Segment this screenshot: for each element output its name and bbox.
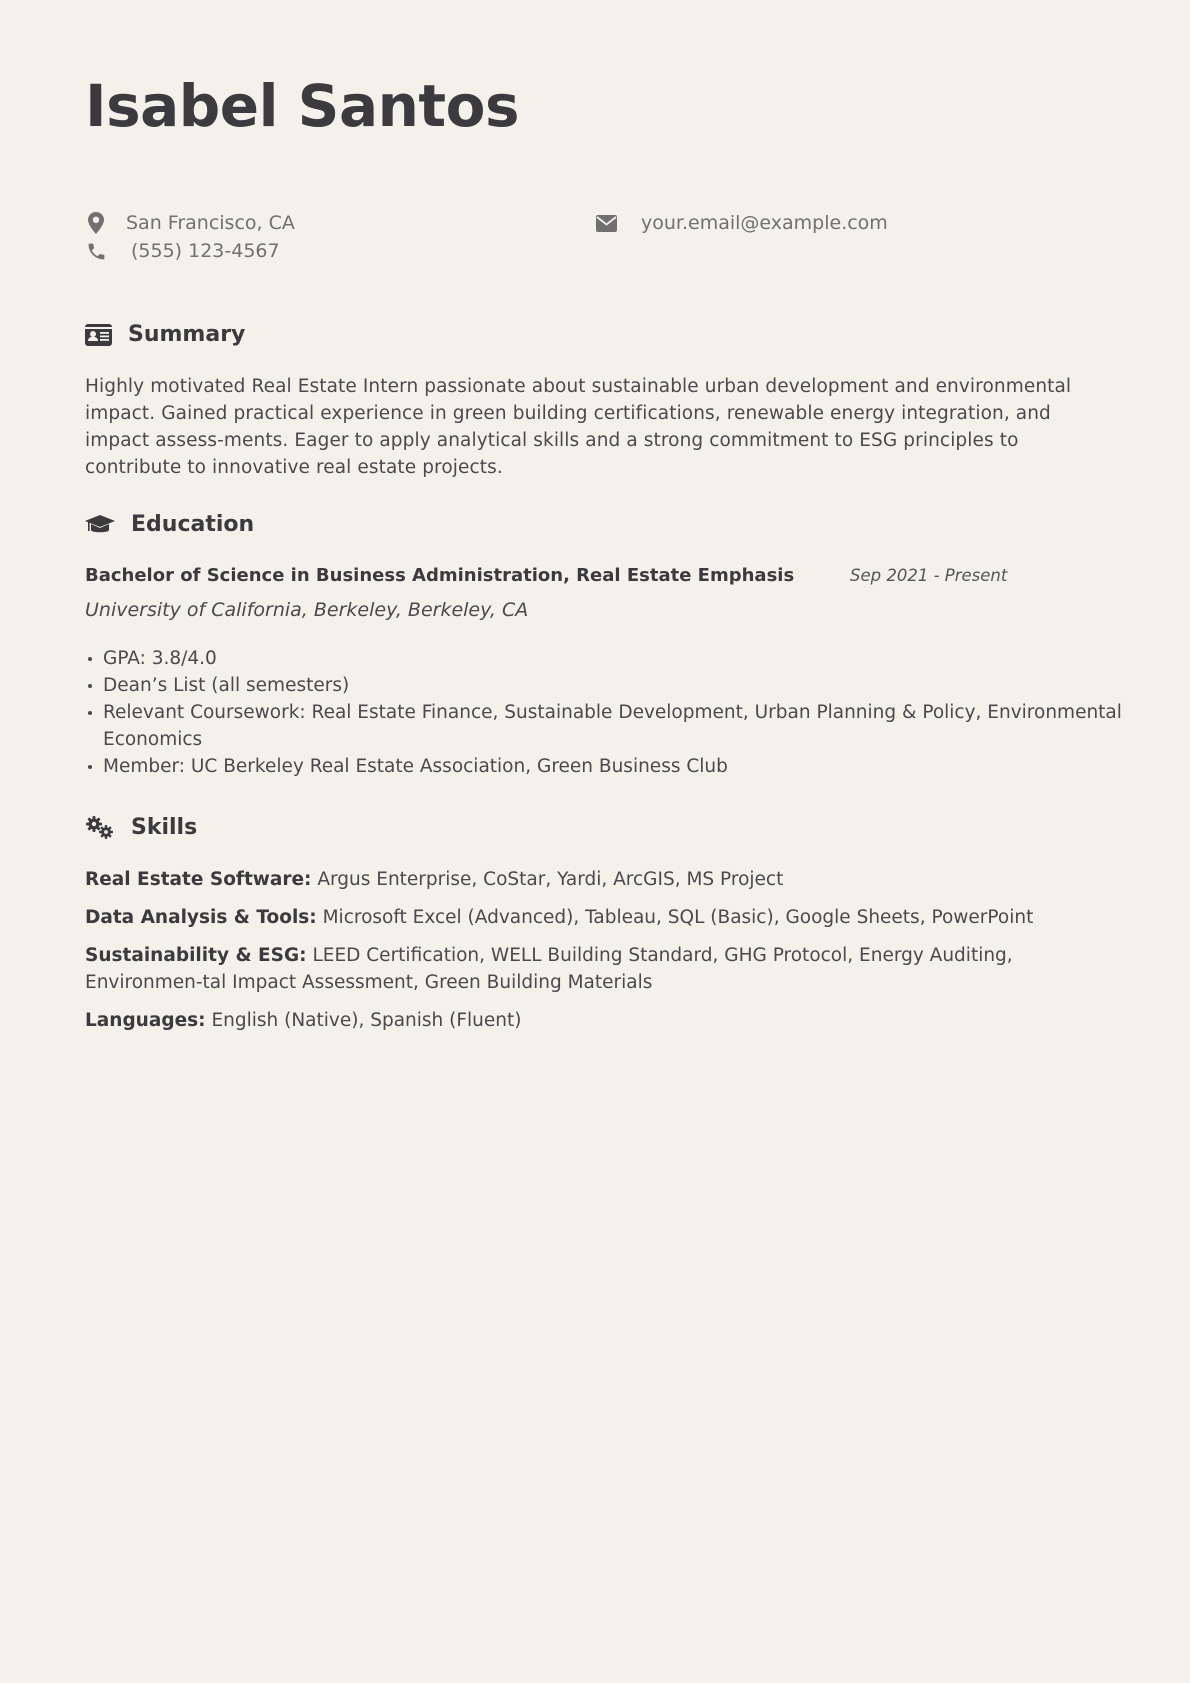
summary-title: Summary: [128, 322, 246, 347]
list-item: Dean’s List (all semesters): [103, 672, 1128, 699]
summary-heading: [85, 322, 245, 347]
contact-phone: [85, 240, 280, 262]
degree-dates: Sep 2021 - Present: [850, 566, 1008, 585]
skill-value: Argus Enterprise, CoStar, Yardi, ArcGIS, MS Project: [317, 869, 784, 890]
skill-value: English (Native), Spanish (Fluent): [211, 1010, 522, 1031]
school-name: University of California, Berkeley, Berkeley, CA: [85, 599, 529, 621]
email-text: your.email@example.com: [641, 212, 888, 234]
envelope-icon: [595, 212, 617, 234]
skills-title: Skills: [131, 815, 198, 840]
skill-label: Data Analysis & Tools:: [85, 907, 317, 928]
skill-label: Languages:: [85, 1010, 206, 1031]
list-item: Member: UC Berkeley Real Estate Association, Green Business Club: [103, 753, 1128, 780]
cogs-icon: [85, 816, 115, 840]
contact-email: [595, 212, 888, 234]
skill-value: LEED Certification, WELL Building Standard, GHG Protocol, Energy Auditing, Environmen-tal Impact Assessment, Green Building Materials: [85, 945, 1013, 993]
skill-row: [85, 1007, 1110, 1034]
skill-value: Microsoft Excel (Advanced), Tableau, SQL (Basic), Google Sheets, PowerPoint: [322, 907, 1034, 928]
education-title: Education: [131, 512, 255, 537]
skill-label: Real Estate Software:: [85, 869, 312, 890]
skill-row: [85, 904, 1110, 931]
degree-title: Bachelor of Science in Business Administration, Real Estate Emphasis: [85, 565, 795, 586]
summary-text: Highly motivated Real Estate Intern passionate about sustainable urban development and environmental impact. Gained practical experience in green building certifications, renewable energy integration, and impact assess-ments. Eager to apply analytical skills and a strong commitment to ESG principles to contribute to innovative real estate projects.: [85, 376, 1072, 478]
list-item: Relevant Coursework: Real Estate Finance, Sustainable Development, Urban Planning & Policy, Environmental Economics: [103, 699, 1128, 753]
skill-row: [85, 866, 1110, 893]
education-heading: [85, 512, 254, 537]
candidate-name: Isabel Santos: [85, 72, 519, 140]
list-item: GPA: 3.8/4.0: [103, 645, 1128, 672]
contact-location: [85, 212, 295, 234]
skills-heading: [85, 815, 197, 840]
map-marker-icon: [85, 212, 107, 234]
phone-text: (555) 123-4567: [131, 240, 280, 262]
graduation-cap-icon: [85, 514, 115, 536]
skill-label: Sustainability & ESG:: [85, 945, 307, 966]
phone-icon: [85, 240, 107, 262]
education-details-list: [85, 645, 1128, 780]
location-text: San Francisco, CA: [126, 212, 295, 234]
skill-row: [85, 942, 1110, 996]
id-card-icon: [85, 324, 112, 346]
